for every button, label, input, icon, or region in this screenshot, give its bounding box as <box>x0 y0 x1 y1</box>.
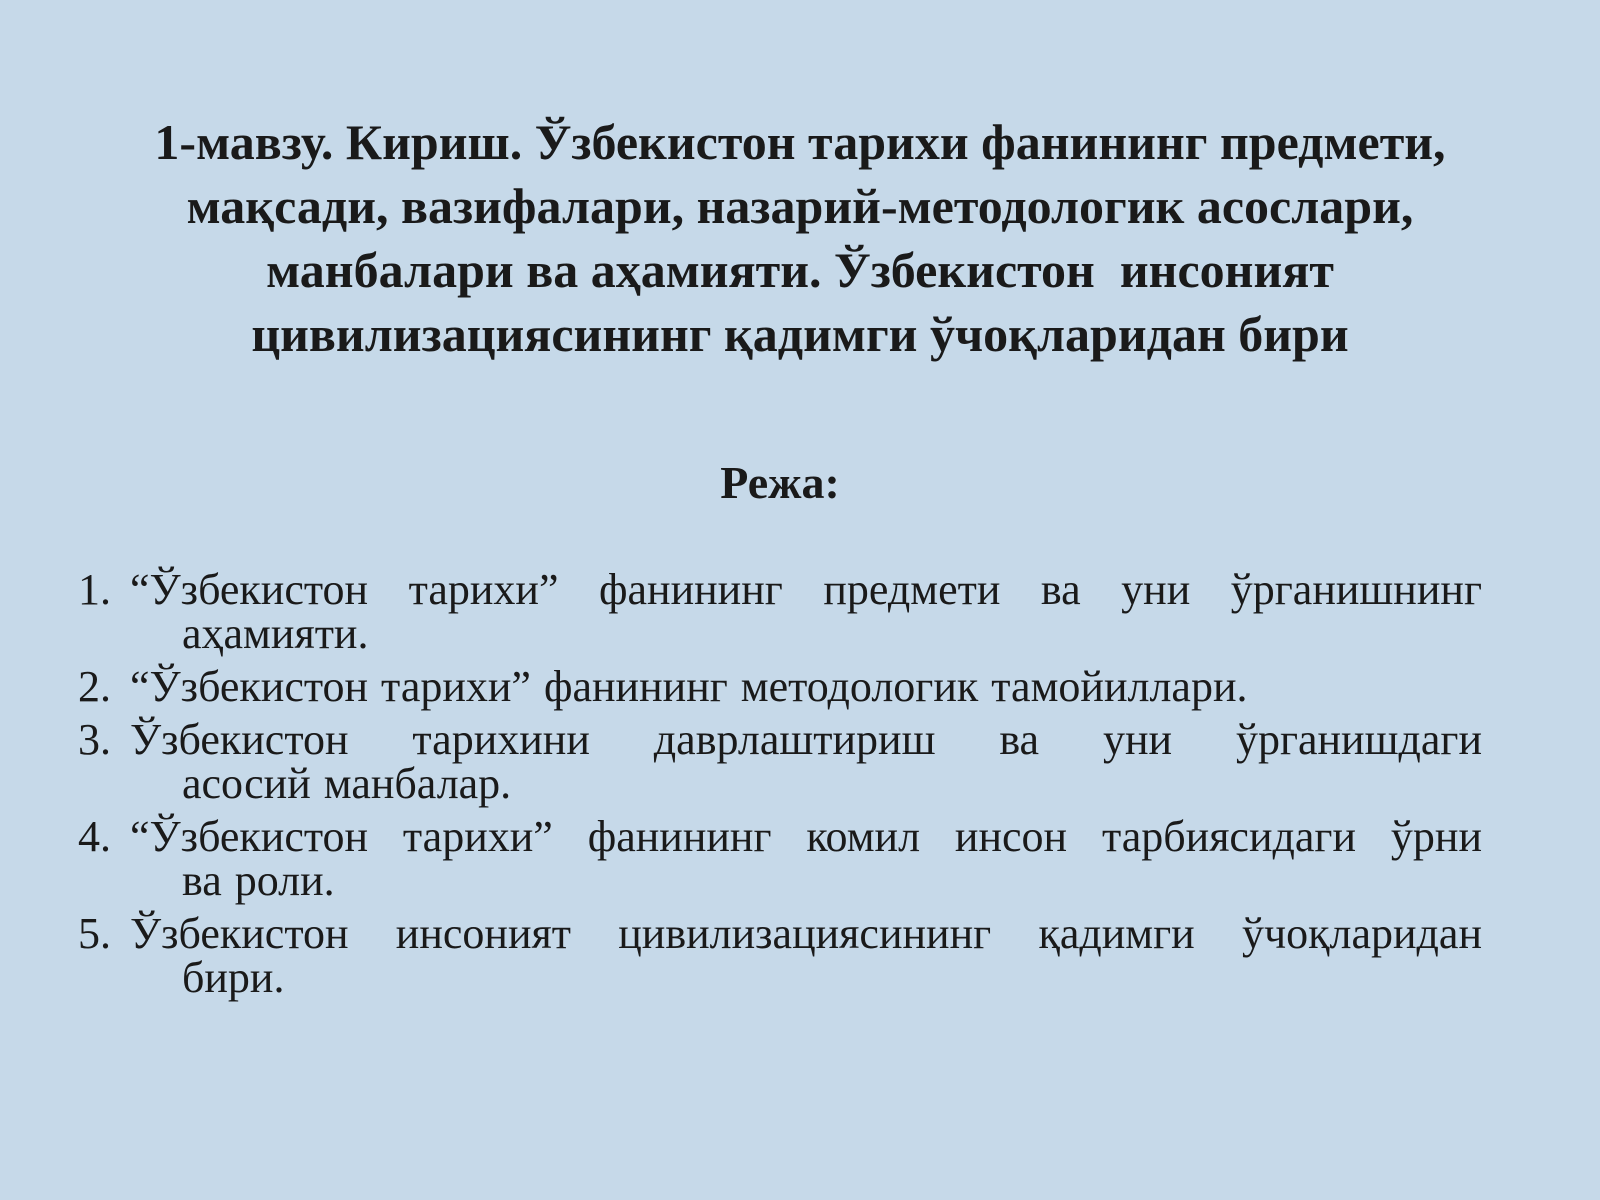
list-item-line: Ўзбекистон инсоният цивилизациясининг қадимги ўчоқларидан <box>130 909 1482 958</box>
list-item <box>78 812 1482 905</box>
list-item-text <box>130 715 1482 808</box>
list-item-continuation: аҳамияти. <box>182 609 369 658</box>
list-item <box>78 909 1482 1002</box>
list-item-text <box>130 565 1482 658</box>
list-item-number: 4. <box>78 812 111 861</box>
list-item <box>78 662 1482 711</box>
list-item-text <box>130 909 1482 1002</box>
list-item <box>78 565 1482 658</box>
list-item-line: Ўзбекистон тарихини даврлаштириш ва уни ўрганишдаги <box>130 715 1482 764</box>
list-item-continuation: бири. <box>182 953 285 1002</box>
list-item-line: “Ўзбекистон тарихи” фанининг комил инсон тарбиясидаги ўрни <box>130 812 1482 861</box>
list-item <box>78 715 1482 808</box>
plan-list <box>78 565 1482 1009</box>
list-item-line: “Ўзбекистон тарихи” фанининг методологик тамойиллари. <box>130 662 1248 711</box>
slide-title: 1-мавзу. Кириш. Ўзбекистон тарихи фанининг предмети, мақсади, вазифалари, назарий-методологик асослари, манбалари ва аҳамияти. Ўзбекистон инсоният цивилизациясининг қадимги ўчоқларидан бири <box>154 114 1459 362</box>
plan-heading: Режа: <box>720 457 840 508</box>
list-item-continuation: асосий манбалар. <box>182 759 512 808</box>
list-item-continuation: ва роли. <box>182 856 335 905</box>
list-item-number: 1. <box>78 565 111 614</box>
list-item-text <box>130 812 1482 905</box>
list-item-text <box>130 662 1482 711</box>
list-item-number: 5. <box>78 909 111 958</box>
list-item-number: 3. <box>78 715 111 764</box>
list-item-line: “Ўзбекистон тарихи” фанининг предмети ва уни ўрганишнинг <box>130 565 1482 614</box>
list-item-number: 2. <box>78 662 111 711</box>
